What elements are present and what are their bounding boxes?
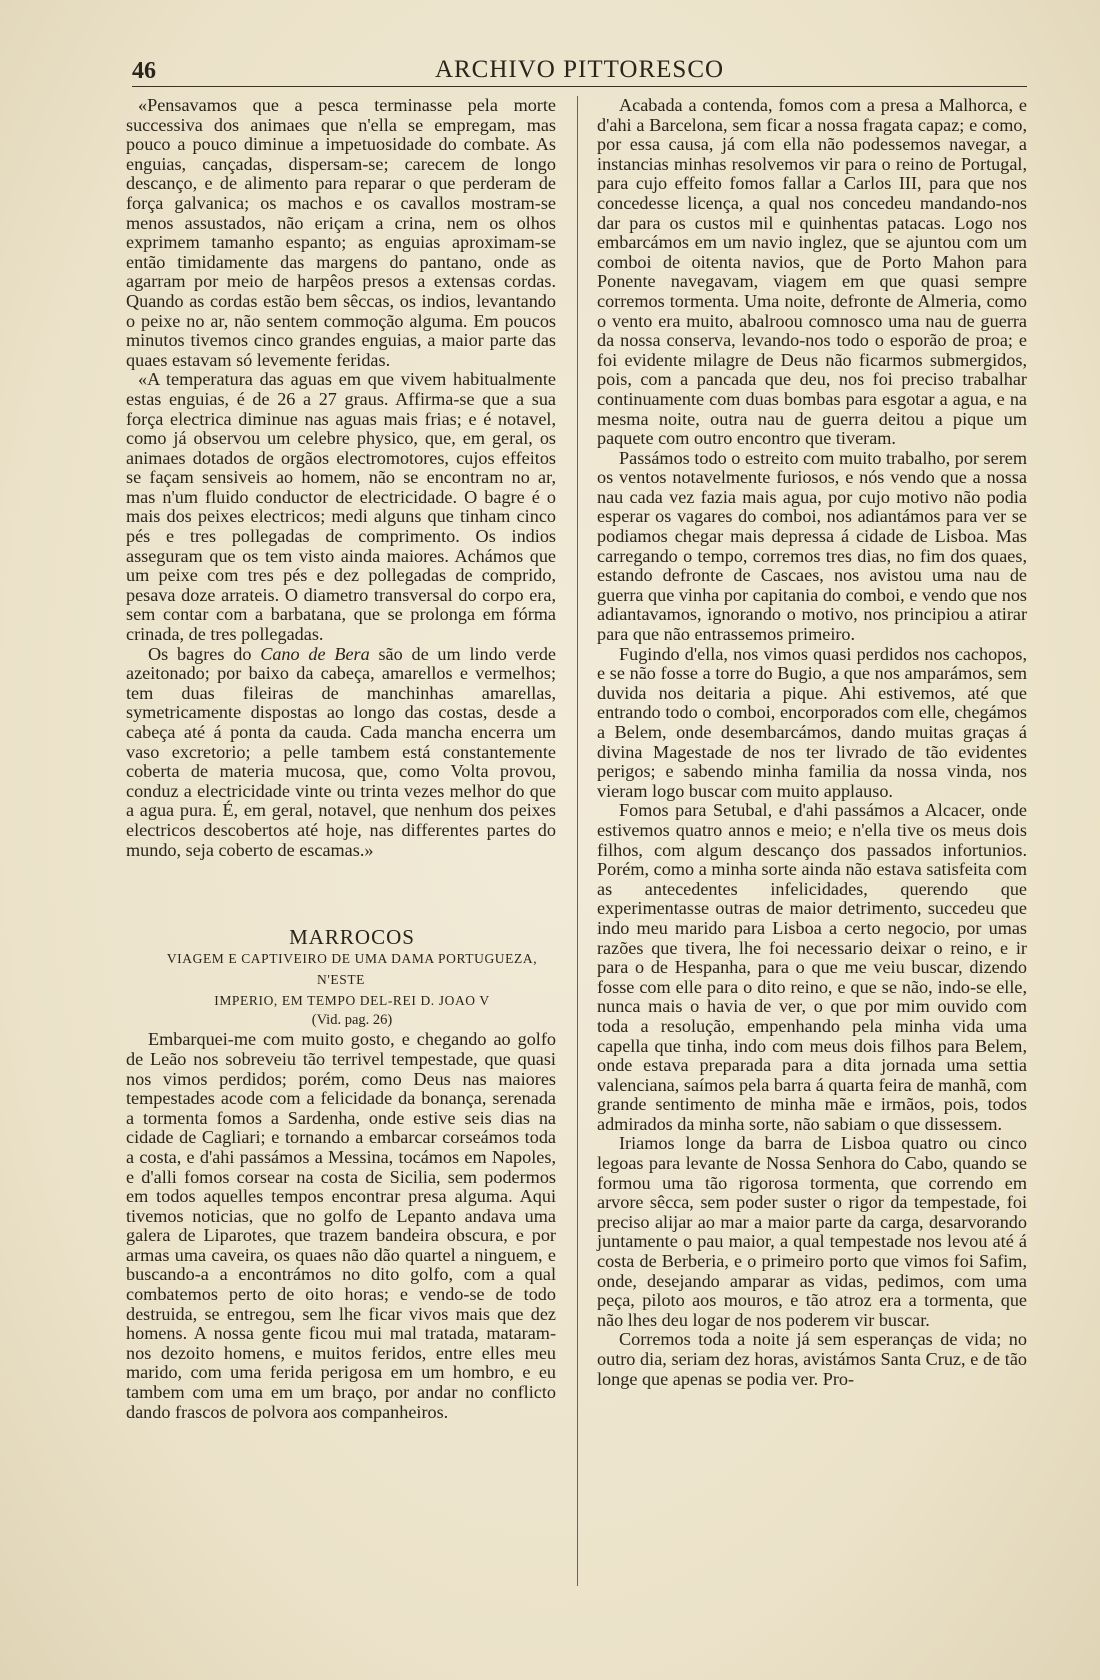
paragraph: [126, 645, 556, 861]
section-subtitle-line2: IMPERIO, EM TEMPO DEL-REI D. JOAO V: [214, 992, 490, 1008]
section-title: MARROCOS: [289, 925, 415, 950]
left-column: [126, 96, 556, 1422]
paragraph: Acabada a contenda, fomos com a presa a Malhorca, e d'ahi a Barcelona, sem ficar a nossa fragata capaz; e como, por essa causa, já com ella não podessemos navegar, a instancias minhas resolvemos vir para o reino de Portugal, para cujo effeito fomos fallar a Carlos III, para que nos concedesse licença, a qual nos concedeu mandando-nos dar para os custos mil e quinhentas patacas. Logo nos embarcámos em um navio inglez, que se ajuntou com um comboi de oitenta navios, que de Porto Mahon para Ponente navegavam, viagem em que quasi sempre corremos tormenta. Uma noite, defronte de Almeria, como o vento era muito, abalroou comnosco uma nau de guerra da nossa conserva, levando-nos todo o esporão de proa; e foi evidente milagre de Deus não ficarmos submergidos, pois, com a pancada que deu, nos foi preciso trabalhar continuamente com duas bombas para esgotar a agua, e na mesma noite, outra nau de guerra deitou a pique um paquete com outro encontro que tiveram.: [597, 95, 1027, 449]
paragraph: Passámos todo o estreito com muito trabalho, por serem os ventos notavelmente furiosos, e nós vendo que a nossa nau cada vez fazia mais agua, por cujo motivo não podia esperar os vagares do comboi, nos adiantámos para ver se podiamos chegar mais depressa á cidade de Lisboa. Mas carregando o tempo, corremos tres dias, no fim dos quaes, estando defronte de Cascaes, nos avistou uma nau de guerra que vinha por capitania do comboi, e vendo que nos adiantavamos, ignorando o motivo, nos principiou a atirar para que não entrassemos primeiro.: [597, 447, 1027, 645]
paragraph: Fomos para Setubal, e d'ahi passámos a Alcacer, onde estivemos quatro annos e meio; e n'ella tive os meus dois filhos, com algum descanço dos passados infortunios. Porém, como a minha sorte ainda não estava satisfeita com as antecedentes infelicidades, querendo que experimentasse outras de maior detrimento, succedeu que indo meu marido para Lisboa a certo negocio, por umas razões que tivera, lhe foi necessario deixar o reino, e ir para o de Hespanha, para o que me veiu buscar, dizendo fosse com elle para o dito reino, e que se não, indo-se elle, nunca mais o havia de ver, o que por mim ouvido com toda a resolução, empenhando pela minha vida uma capella que tinha, indo com meus dois filhos para Belem, onde estava preparada para a dita jornada uma settia valenciana, saímos pela barra á quarta feira de manhã, com grande sentimento de minha mãe e irmãos, pois, todos admirados da minha sorte, não sabiam o que dissessem.: [597, 800, 1027, 1134]
right-column: [597, 96, 1027, 1389]
paragraph: «Pensavamos que a pesca terminasse pela morte successiva dos animaes que n'ella se empregam, mas pouco a pouco diminue a impetuosidade do combate. As enguias, cançadas, dispersam-se; carecem de longo descanço, e de alimento para reparar o que perderam de força galvanica; os machos e os cavallos mostram-se menos assustados, não eriçam a crina, nem os olhos exprimem tamanho espanto; as enguias aproximam-se então timidamente das margens do pantano, onde as agarram por meio de harpêos presos a extensas cordas. Quando as cordas estão bem sêccas, os indios, levantando o peixe no ar, não sentem commoção alguma. Em poucos minutos tivemos cinco grandes enguias, a maior parte das quaes estavam só levemente feridas.: [126, 95, 556, 370]
page-reference: (Vid. pag. 26): [311, 1011, 393, 1028]
paragraph: «A temperatura das aguas em que vivem habitualmente estas enguias, é de 26 a 27 graus. Affirma-se que a sua força electrica diminue nas aguas mais frias; e é notavel, como já observou um celebre physico, que, em geral, os animaes dotados de orgãos electromotores, cujos effeitos se façam sensiveis ao homem, não se encontram no ar, mas n'um fluido conductor de electricidade. O bagre é o mais dos peixes electricos; medi alguns que tinham cinco pés e tres pollegadas de comprimento. Os indios asseguram que os tem visto ainda maiores. Achámos que um peixe com tres pés e dez pollegadas de comprido, pesava doze arrateis. O diametro transversal do corpo era, sem contar com a barbatana, que se prolonga em fórma crinada, de tres pollegadas.: [126, 369, 556, 645]
journal-title: ARCHIVO PITTORESCO: [434, 56, 725, 83]
italic-place-name: Cano de Bera: [260, 643, 370, 664]
paragraph-text: são de um lindo verde azeitonado; por baixo da cabeça, amarellos e vermelhos; tem duas fileiras de manchinhas amarellas, symetricamente dispostas ao longo das costas, desde a cabeça até á ponta da cauda. Cada mancha encerra um vaso excretorio; a pelle tambem está constantemente coberta de materia mucosa, que, como Volta provou, conduz a electricidade vinte ou trinta vezes melhor do que a agua pura. É, em geral, notavel, que nenhum dos peixes electricos descobertos até hoje, nas differentes partes do mundo, seja coberto de escamas.»: [126, 643, 556, 860]
page-number: 46: [132, 58, 156, 84]
paragraph: Iriamos longe da barra de Lisboa quatro ou cinco legoas para levante de Nossa Senhora do Cabo, quando se formou uma tão rigorosa tormenta, que correndo em arvore sêcca, sem poder suster o rigor da tempestade, foi preciso alijar ao mar a maior parte da carga, desarvorando juntamente o pau maior, a qual tempestade nos levou até á costa de Berberia, e o primeiro porto que vimos foi Safim, onde, desejando amparar as vidas, pedimos, com uma peça, piloto aos mouros, e tão atroz era a tormenta, que não lhes deu logar de nos poderem vir buscar.: [597, 1133, 1027, 1330]
section-spacer: [126, 860, 556, 928]
paragraph: Fugindo d'ella, nos vimos quasi perdidos nos cachopos, e se não fosse a torre do Bugio, a que nos amparámos, sem duvida nos deitaria a pique. Ahi estivemos, até que entrando todo o comboi, encorporados com elle, chegámos a Belem, onde desembarcámos, dando muitas graças á divina Magestade de nos ter livrado de tão evidentes perigos; e sabendo minha familia da nossa vinda, nos vieram logo buscar com muito applauso.: [597, 643, 1027, 801]
paragraph: Corremos toda a noite já sem esperanças de vida; no outro dia, seriam dez horas, avistámos Santa Cruz, e de tão longe que apenas se podia ver. Pro-: [597, 1329, 1027, 1389]
header-rule: [132, 86, 1027, 87]
section-subtitle-line1: VIAGEM E CAPTIVEIRO DE UMA DAMA PORTUGUEZA, N'ESTE: [166, 950, 538, 987]
paragraph: Embarquei-me com muito gosto, e chegando ao golfo de Leão nos sobreveiu tão terrivel tempestade, que quasi nos vimos perdidos; porém, como Deus nas maiores tempestades acode com a felicidade da bonança, serenada a tormenta fomos a Sardenha, onde estive seis dias na cidade de Cagliari; e tornando a embarcar corseámos toda a costa, e d'ahi passámos a Messina, tocámos em Napoles, e d'alli fomos corsear na costa de Sicilia, sem podermos em todos aquelles tempos encontrar presa alguma. Aqui tivemos noticias, que no golfo de Lepanto andava uma galera de Liparotes, que trazem bandeira obscura, e por armas uma caveira, os quaes não dão quartel a ninguem, e buscando-a a encontrámos no dito golfo, com a qual combatemos perto de oito horas; e vendo-se de todo destruida, se entregou, sem lhe ficar vivos mais que dez homens. A nossa gente ficou mui mal tratada, mataram-nos dezoito homens, e muitos feridos, entre elles meu marido, com uma ferida perigosa em um hombro, e eu tambem com uma em um braço, por andar no conflicto dando frascos de polvora aos companheiros.: [126, 1029, 556, 1422]
paragraph-text: Os bagres do: [148, 643, 261, 664]
column-divider: [577, 96, 578, 1586]
page-header: [132, 54, 1027, 84]
